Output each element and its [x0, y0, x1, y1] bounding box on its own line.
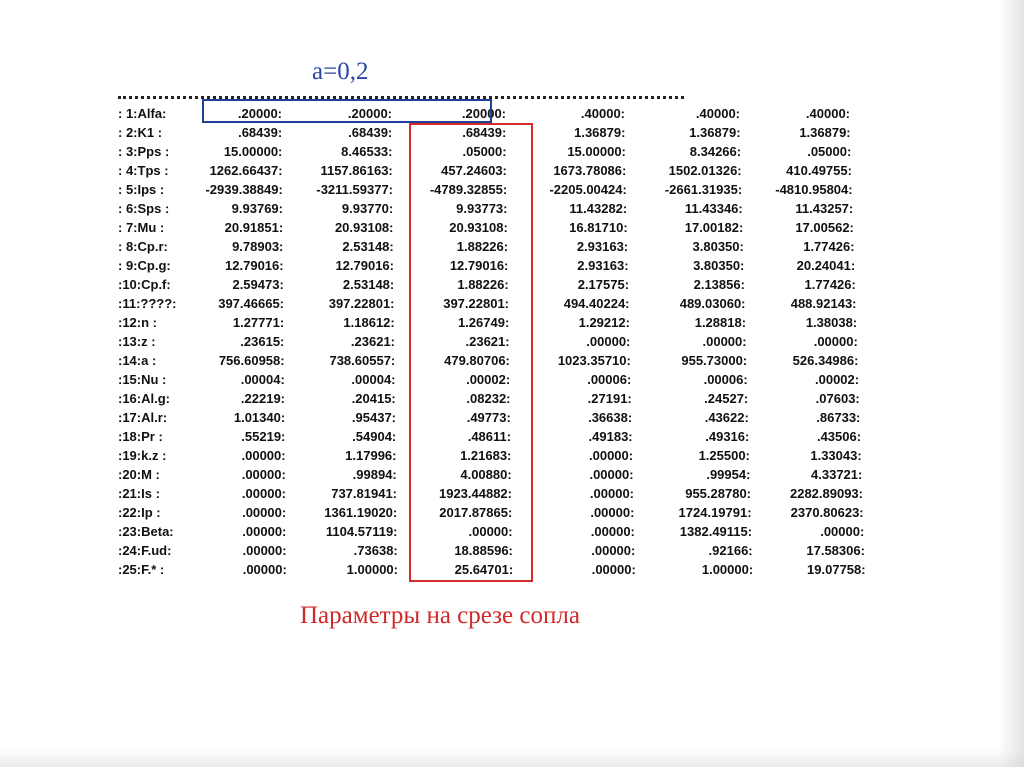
- table-cell: .00000:: [702, 334, 747, 349]
- table-cell: 8.46533:: [341, 144, 393, 159]
- table-cell: 955.28780:: [685, 486, 751, 501]
- nozzle-exit-column-highlight: [409, 123, 533, 582]
- table-cell: 2.93163:: [576, 239, 629, 254]
- row-label: : 5:Ips :: [118, 182, 165, 197]
- table-cell: 15.00000:: [223, 144, 283, 159]
- table-cell: .49183:: [588, 429, 633, 444]
- table-cell: 16.81710:: [569, 220, 628, 235]
- table-cell: 2282.89093:: [789, 486, 863, 501]
- table-cell: .43506:: [816, 429, 862, 444]
- table-cell: 2017.87865:: [439, 505, 513, 520]
- table-cell: -2661.31935:: [664, 182, 743, 197]
- table-cell: .00004:: [240, 372, 285, 387]
- table-cell: .95437:: [351, 410, 396, 425]
- table-cell: .00000:: [241, 486, 286, 501]
- table-cell: 1.00000:: [346, 562, 398, 577]
- table-cell: -3211.59377:: [316, 182, 393, 197]
- row-label: :24:F.ud:: [118, 543, 172, 558]
- table-cell: 1.18612:: [343, 315, 395, 330]
- table-cell: 12.79016:: [335, 258, 394, 273]
- table-cell: 11.43346:: [684, 201, 743, 216]
- table-cell: 20.91851:: [224, 220, 284, 235]
- table-cell: 1673.78086:: [553, 163, 627, 178]
- table-cell: .05000:: [462, 144, 507, 159]
- table-cell: .00000:: [590, 505, 635, 520]
- table-cell: 4.00880:: [460, 467, 512, 482]
- table-cell: 19.07758:: [807, 562, 866, 577]
- row-label: :10:Cp.f:: [118, 277, 171, 292]
- row-label: :14:a :: [118, 353, 157, 368]
- table-cell: .00006:: [703, 372, 748, 387]
- table-cell: 410.49755:: [786, 163, 852, 178]
- table-cell: 1.88226:: [456, 239, 509, 254]
- table-cell: 2.53148:: [342, 277, 395, 292]
- row-label: : 3:Pps :: [118, 144, 170, 159]
- table-cell: .00000:: [813, 334, 858, 349]
- table-cell: .00002:: [466, 372, 511, 387]
- table-cell: .40000:: [580, 106, 625, 121]
- table-cell: .23621:: [350, 334, 395, 349]
- table-cell: 12.79016:: [449, 258, 509, 273]
- table-cell: 479.80706:: [444, 353, 510, 368]
- table-cell: .00000:: [242, 543, 287, 558]
- table-cell: .08232:: [466, 391, 511, 406]
- table-cell: .00002:: [815, 372, 860, 387]
- table-cell: .99894:: [352, 467, 397, 482]
- table-cell: .68439:: [462, 125, 507, 140]
- row-label: : 4:Tps :: [118, 163, 169, 178]
- table-cell: 1.01340:: [233, 410, 286, 425]
- table-cell: 1.36879:: [574, 125, 626, 140]
- table-cell: .68439:: [238, 125, 283, 140]
- table-cell: 488.92143:: [790, 296, 857, 311]
- row-label: :13:z :: [118, 334, 156, 349]
- table-cell: 18.88596:: [454, 543, 513, 558]
- alpha-annotation: a=0,2: [312, 58, 369, 85]
- table-cell: .00000:: [820, 524, 865, 539]
- table-cell: .00000:: [241, 467, 286, 482]
- table-cell: 15.00000:: [567, 144, 626, 159]
- table-cell: 9.78903:: [232, 239, 284, 254]
- table-cell: 11.43257:: [795, 201, 854, 216]
- table-cell: 1.77426:: [804, 277, 856, 292]
- table-cell: .55219:: [241, 429, 286, 444]
- table-cell: .24527:: [704, 391, 749, 406]
- table-cell: .86733:: [816, 410, 861, 425]
- table-cell: -4789.32855:: [429, 182, 508, 197]
- table-cell: 17.00562:: [795, 220, 854, 235]
- table-cell: 494.40224:: [563, 296, 630, 311]
- table-cell: .00000:: [241, 448, 286, 463]
- table-cell: 8.34266:: [689, 144, 742, 159]
- table-cell: -2205.00424:: [549, 182, 627, 197]
- table-cell: 1.25500:: [698, 448, 750, 463]
- table-cell: .99954:: [706, 467, 751, 482]
- table-cell: 20.93108:: [449, 220, 508, 235]
- table-cell: .92166:: [708, 543, 753, 558]
- table-cell: 1.29212:: [578, 315, 630, 330]
- row-label: : 1:Alfa:: [118, 106, 167, 121]
- table-cell: 1502.01326:: [668, 163, 742, 178]
- table-cell: 1923.44882:: [438, 486, 512, 501]
- alpha-highlight-box: [202, 99, 492, 123]
- table-cell: .00000:: [589, 486, 634, 501]
- table-cell: .05000:: [807, 144, 852, 159]
- table-cell: .23621:: [465, 334, 510, 349]
- table-cell: .73638:: [353, 543, 398, 558]
- row-label: :18:Pr :: [118, 429, 163, 444]
- table-cell: 3.80350:: [692, 239, 744, 254]
- table-cell: 1382.49115:: [679, 524, 753, 539]
- table-cell: .20000:: [237, 106, 282, 121]
- table-cell: 737.81941:: [331, 486, 397, 501]
- table-cell: 1.88226:: [457, 277, 509, 292]
- table-cell: 11.43282:: [569, 201, 628, 216]
- table-cell: .20000:: [347, 106, 392, 121]
- table-cell: .00000:: [242, 524, 287, 539]
- table-cell: 1.77426:: [803, 239, 855, 254]
- table-cell: .00000:: [589, 448, 634, 463]
- row-label: :22:Ip :: [118, 505, 161, 520]
- table-cell: 2370.80623:: [790, 505, 864, 520]
- table-cell: 12.79016:: [225, 258, 284, 273]
- table-cell: 489.03060:: [679, 296, 746, 311]
- table-cell: 397.22801:: [443, 296, 509, 311]
- table-cell: -2939.38849:: [205, 182, 283, 197]
- table-cell: .00004:: [351, 372, 396, 387]
- row-label: :19:k.z :: [118, 448, 167, 463]
- row-label: :23:Beta:: [118, 524, 174, 539]
- table-cell: 526.34986:: [792, 353, 859, 368]
- table-cell: .00000:: [468, 524, 513, 539]
- table-cell: .49773:: [466, 410, 511, 425]
- table-cell: 2.17575:: [577, 277, 630, 292]
- table-cell: 2.93163:: [577, 258, 629, 273]
- table-cell: 9.93770:: [341, 201, 394, 216]
- table-cell: 1.36879:: [689, 125, 741, 140]
- table-cell: 1.38038:: [805, 315, 858, 330]
- table-cell: .07603:: [815, 391, 860, 406]
- table-cell: .00000:: [589, 467, 634, 482]
- table-cell: 20.24041:: [796, 258, 856, 273]
- table-cell: .20000:: [461, 106, 506, 121]
- row-label: :12:n :: [118, 315, 157, 330]
- table-cell: 2.59473:: [232, 277, 284, 292]
- table-cell: .00000:: [586, 334, 631, 349]
- table-cell: 17.58306:: [806, 543, 865, 558]
- row-label: : 8:Cp.r:: [118, 239, 168, 254]
- table-cell: 457.24603:: [441, 163, 507, 178]
- table-cell: 2.53148:: [342, 239, 394, 254]
- table-cell: 1.27771:: [232, 315, 285, 330]
- table-cell: 1.28818:: [694, 315, 747, 330]
- table-cell: 4.33721:: [811, 467, 863, 482]
- table-cell: 1.00000:: [701, 562, 754, 577]
- table-cell: 20.93108:: [334, 220, 394, 235]
- table-cell: 2.13856:: [693, 277, 745, 292]
- table-cell: 1.33043:: [810, 448, 862, 463]
- table-cell: 17.00182:: [684, 220, 744, 235]
- table-cell: 1104.57119:: [325, 524, 398, 539]
- row-label: :21:Is :: [118, 486, 160, 501]
- row-label: :20:M :: [118, 467, 160, 482]
- table-cell: 1262.66437:: [209, 163, 283, 178]
- table-cell: 397.46665:: [218, 296, 284, 311]
- row-label: : 9:Cp.g:: [118, 258, 171, 273]
- row-label: :16:Al.g:: [118, 391, 170, 406]
- table-cell: .36638:: [588, 410, 633, 425]
- table-cell: .00000:: [591, 562, 636, 577]
- table-cell: .27191:: [587, 391, 632, 406]
- table-cell: 9.93773:: [456, 201, 508, 216]
- table-cell: .49316:: [705, 429, 750, 444]
- table-cell: 1.26749:: [457, 315, 510, 330]
- table-cell: 756.60958:: [218, 353, 285, 368]
- table-cell: .48611:: [467, 429, 512, 444]
- table-cell: 1361.19020:: [324, 505, 398, 520]
- table-cell: 1724.19791:: [678, 505, 752, 520]
- table-cell: 955.73000:: [681, 353, 748, 368]
- table-cell: .40000:: [695, 106, 740, 121]
- table-cell: .00000:: [590, 524, 635, 539]
- table-cell: .68439:: [348, 125, 393, 140]
- table-cell: .20415:: [351, 391, 396, 406]
- row-label: :25:F.* :: [118, 562, 165, 577]
- table-cell: 1.21683:: [460, 448, 512, 463]
- table-cell: 1.36879:: [799, 125, 851, 140]
- row-label: :15:Nu :: [118, 372, 167, 387]
- row-label: :17:Al.r:: [118, 410, 168, 425]
- row-label: :11:????:: [118, 296, 177, 311]
- table-cell: .00000:: [591, 543, 636, 558]
- row-label: : 2:K1 :: [118, 125, 163, 140]
- table-cell: 1.17996:: [345, 448, 397, 463]
- table-cell: .00000:: [242, 505, 287, 520]
- table-cell: 1023.35710:: [557, 353, 631, 368]
- table-cell: .22219:: [240, 391, 285, 406]
- table-cell: 3.80350:: [693, 258, 745, 273]
- nozzle-exit-caption: Параметры на срезе сопла: [300, 602, 580, 629]
- table-cell: .00000:: [242, 562, 287, 577]
- table-cell: 397.22801:: [328, 296, 395, 311]
- table-cell: .00006:: [587, 372, 632, 387]
- table-cell: 9.93769:: [231, 201, 283, 216]
- table-cell: .54904:: [352, 429, 397, 444]
- table-cell: 25.64701:: [454, 562, 514, 577]
- row-label: : 6:Sps :: [118, 201, 170, 216]
- table-cell: -4810.95804:: [775, 182, 853, 197]
- table-cell: .43622:: [704, 410, 749, 425]
- row-label: : 7:Mu :: [118, 220, 165, 235]
- table-cell: .23615:: [240, 334, 285, 349]
- table-cell: .40000:: [805, 106, 850, 121]
- table-cell: 1157.86163:: [320, 163, 393, 178]
- table-cell: 738.60557:: [329, 353, 396, 368]
